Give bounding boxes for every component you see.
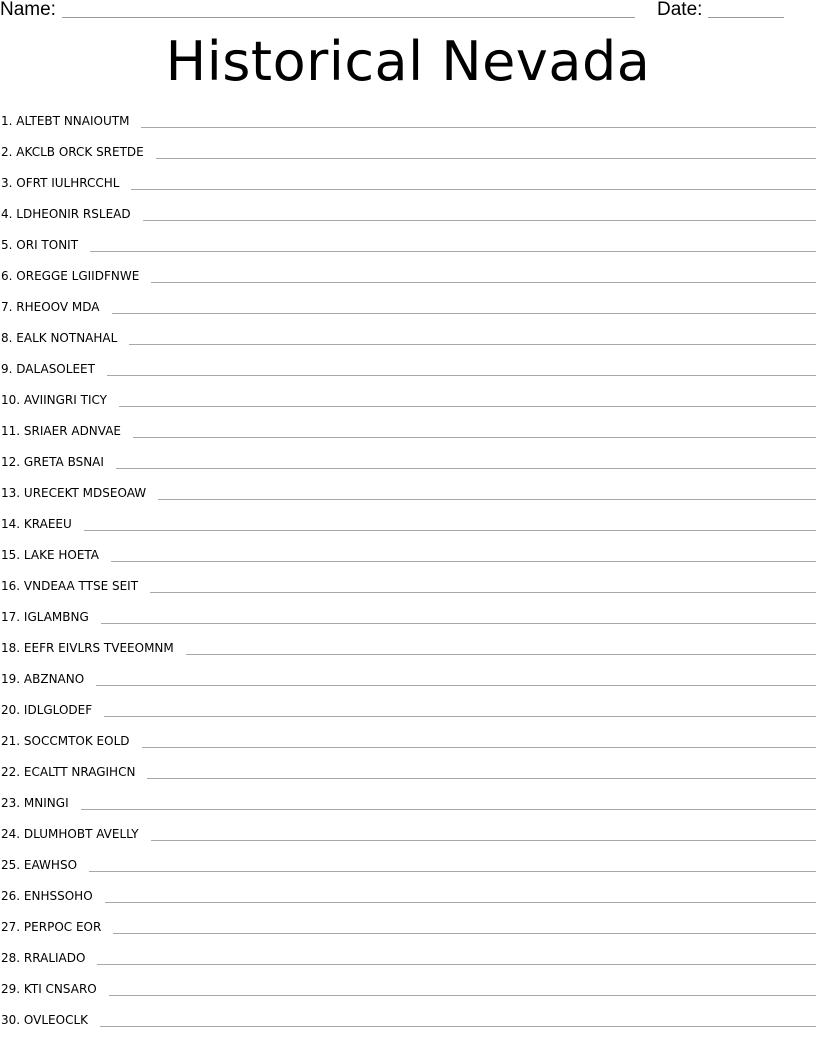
item-number: 8. — [1, 331, 13, 345]
answer-line[interactable] — [104, 716, 816, 717]
item-number: 13. — [1, 486, 21, 500]
item-number: 23. — [1, 796, 21, 810]
item-number: 22. — [1, 765, 21, 779]
answer-line[interactable] — [107, 375, 816, 376]
scramble-clue — [0, 980, 97, 998]
list-item — [0, 887, 816, 918]
item-number: 27. — [1, 920, 21, 934]
name-label: Name: — [0, 0, 56, 20]
item-number: 1. — [1, 114, 13, 128]
list-item — [0, 515, 816, 546]
scramble-clue — [0, 639, 174, 657]
scramble-clue — [0, 918, 101, 936]
list-item — [0, 670, 816, 701]
name-field[interactable] — [62, 17, 635, 18]
answer-line[interactable] — [186, 654, 816, 655]
item-number: 11. — [1, 424, 21, 438]
item-number: 16. — [1, 579, 21, 593]
scramble-clue — [0, 298, 100, 316]
scramble-clue — [0, 391, 107, 409]
scramble-clue — [0, 329, 117, 347]
item-number: 28. — [1, 951, 21, 965]
answer-line[interactable] — [100, 1026, 816, 1027]
scrambled-word: ALTEBT NNAIOUTM — [16, 114, 130, 128]
answer-line[interactable] — [147, 778, 816, 779]
scrambled-word: DLUMHOBT AVELLY — [23, 827, 139, 841]
scrambled-word: PERPOC EOR — [23, 920, 102, 934]
scrambled-word: ENHSSOHO — [23, 889, 93, 903]
scrambled-word: OFRT IULHRCCHL — [16, 176, 120, 190]
scramble-clue — [0, 515, 72, 533]
scramble-clue — [0, 360, 95, 378]
scrambled-word: EAWHSO — [23, 858, 78, 872]
scramble-clue — [0, 112, 129, 130]
scramble-clue — [0, 763, 135, 781]
list-item — [0, 918, 816, 949]
answer-line[interactable] — [129, 344, 816, 345]
answer-line[interactable] — [109, 995, 816, 996]
scramble-clue — [0, 825, 139, 843]
list-item — [0, 1011, 816, 1042]
answer-line[interactable] — [111, 561, 816, 562]
item-number: 25. — [1, 858, 21, 872]
list-item — [0, 205, 816, 236]
item-number: 26. — [1, 889, 21, 903]
answer-line[interactable] — [84, 530, 816, 531]
list-item — [0, 112, 816, 143]
item-number: 12. — [1, 455, 21, 469]
scramble-clue — [0, 887, 93, 905]
scramble-clue — [0, 608, 89, 626]
scrambled-word: OVLEOCLK — [23, 1013, 89, 1027]
scrambled-word: LAKE HOETA — [23, 548, 100, 562]
list-item — [0, 174, 816, 205]
scramble-clue — [0, 546, 99, 564]
scrambled-word: SOCCMTOK EOLD — [23, 734, 130, 748]
scramble-clue — [0, 732, 130, 750]
list-item — [0, 236, 816, 267]
scrambled-word: MNINGI — [23, 796, 69, 810]
answer-line[interactable] — [133, 437, 816, 438]
list-item — [0, 267, 816, 298]
answer-line[interactable] — [89, 871, 816, 872]
list-item — [0, 856, 816, 887]
item-number: 18. — [1, 641, 21, 655]
scrambled-word: KTI CNSARO — [23, 982, 97, 996]
item-number: 14. — [1, 517, 21, 531]
answer-line[interactable] — [116, 468, 816, 469]
item-number: 4. — [1, 207, 13, 221]
page-title: Historical Nevada — [165, 30, 651, 93]
answer-line[interactable] — [81, 809, 816, 810]
list-item — [0, 453, 816, 484]
answer-line[interactable] — [143, 220, 816, 221]
scramble-clue — [0, 794, 69, 812]
answer-line[interactable] — [158, 499, 816, 500]
item-number: 29. — [1, 982, 21, 996]
item-number: 7. — [1, 300, 13, 314]
answer-line[interactable] — [131, 189, 816, 190]
list-item — [0, 701, 816, 732]
list-item — [0, 484, 816, 515]
answer-line[interactable] — [141, 127, 816, 128]
scrambled-word: EALK NOTNAHAL — [16, 331, 118, 345]
list-item — [0, 360, 816, 391]
list-item — [0, 143, 816, 174]
answer-line[interactable] — [105, 902, 816, 903]
list-item — [0, 794, 816, 825]
item-number: 15. — [1, 548, 21, 562]
item-number: 30. — [1, 1013, 21, 1027]
item-number: 3. — [1, 176, 13, 190]
scrambled-word: ABZNANO — [23, 672, 85, 686]
scrambled-word: SRIAER ADNVAE — [23, 424, 122, 438]
list-item — [0, 298, 816, 329]
item-number: 21. — [1, 734, 21, 748]
answer-line[interactable] — [113, 933, 816, 934]
scramble-clue — [0, 174, 119, 192]
answer-line[interactable] — [97, 964, 816, 965]
scrambled-word: DALASOLEET — [16, 362, 95, 376]
scramble-clue — [0, 670, 84, 688]
scrambled-word: IGLAMBNG — [23, 610, 89, 624]
date-field[interactable] — [708, 17, 784, 18]
scramble-clue — [0, 856, 77, 874]
item-number: 24. — [1, 827, 21, 841]
scramble-clue — [0, 236, 78, 254]
list-item — [0, 639, 816, 670]
scrambled-word: AVIINGRI TICY — [23, 393, 107, 407]
list-item — [0, 608, 816, 639]
scramble-clue — [0, 267, 139, 285]
answer-line[interactable] — [150, 592, 816, 593]
scramble-clue — [0, 577, 138, 595]
item-number: 19. — [1, 672, 21, 686]
scrambled-word: VNDEAA TTSE SEIT — [23, 579, 139, 593]
list-item — [0, 949, 816, 980]
list-item — [0, 422, 816, 453]
item-number: 9. — [1, 362, 13, 376]
scrambled-word: EEFR EIVLRS TVEEOMNM — [23, 641, 174, 655]
scrambled-word: ORI TONIT — [16, 238, 79, 252]
scramble-clue — [0, 143, 144, 161]
answer-line[interactable] — [151, 840, 816, 841]
list-item — [0, 577, 816, 608]
answer-line[interactable] — [101, 623, 816, 624]
list-item — [0, 980, 816, 1011]
scrambled-word: KRAEEU — [23, 517, 72, 531]
list-item — [0, 329, 816, 360]
answer-line[interactable] — [119, 406, 816, 407]
answer-line[interactable] — [156, 158, 816, 159]
list-item — [0, 732, 816, 763]
item-number: 2. — [1, 145, 13, 159]
scramble-clue — [0, 484, 146, 502]
list-item — [0, 825, 816, 856]
item-number: 10. — [1, 393, 21, 407]
answer-line[interactable] — [90, 251, 816, 252]
scrambled-word: RRALIADO — [23, 951, 86, 965]
answer-line[interactable] — [151, 282, 816, 283]
scrambled-word: AKCLB ORCK SRETDE — [16, 145, 144, 159]
answer-line[interactable] — [96, 685, 816, 686]
date-label: Date: — [657, 0, 703, 20]
scrambled-word: LDHEONIR RSLEAD — [16, 207, 131, 221]
scrambled-word: IDLGLODEF — [23, 703, 93, 717]
list-item — [0, 546, 816, 577]
scramble-clue — [0, 701, 92, 719]
answer-line[interactable] — [142, 747, 816, 748]
scrambled-word: RHEOOV MDA — [16, 300, 100, 314]
item-number: 5. — [1, 238, 13, 252]
scrambled-word: OREGGE LGIIDFNWE — [16, 269, 140, 283]
scrambled-word: URECEKT MDSEOAW — [23, 486, 147, 500]
item-number: 20. — [1, 703, 21, 717]
answer-line[interactable] — [112, 313, 816, 314]
scramble-clue — [0, 453, 104, 471]
scramble-clue — [0, 205, 131, 223]
item-number: 6. — [1, 269, 13, 283]
list-item — [0, 763, 816, 794]
worksheet-header — [0, 0, 816, 24]
scrambled-word: GRETA BSNAI — [23, 455, 104, 469]
scramble-clue — [0, 1011, 88, 1029]
list-item — [0, 391, 816, 422]
scrambled-word: ECALTT NRAGIHCN — [23, 765, 136, 779]
scramble-clue — [0, 422, 121, 440]
item-number: 17. — [1, 610, 21, 624]
scramble-clue — [0, 949, 85, 967]
